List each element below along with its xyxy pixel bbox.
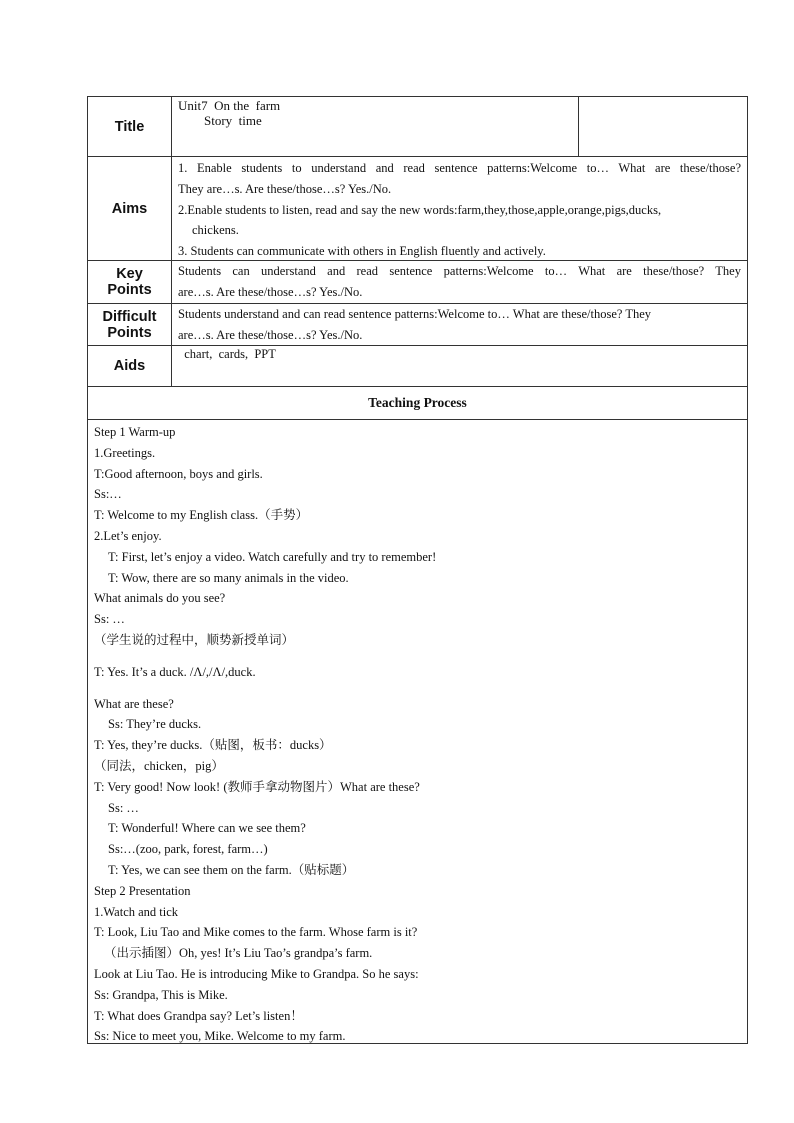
- aids-label: Aids: [88, 346, 172, 386]
- process-line: Ss: Nice to meet you, Mike. Welcome to my farm.: [94, 1029, 346, 1044]
- process-line: T: Very good! Now look! (教师手拿动物图片）What are these?: [94, 779, 420, 794]
- process-line: 2.Let’s enjoy.: [94, 528, 162, 543]
- process-line: Ss:…: [94, 487, 122, 502]
- process-line: （同法，chicken，pig）: [94, 758, 224, 773]
- process-line: Step 1 Warm-up: [94, 425, 176, 439]
- process-line: Ss: …: [94, 612, 125, 627]
- difficult-points-line: Students understand and can read sentence patterns:Welcome to… What are these/those? They: [178, 307, 652, 321]
- aids-row: [88, 346, 747, 387]
- process-line: T: Welcome to my English class.（手势）: [94, 508, 309, 523]
- process-line: T: Wonderful! Where can we see them?: [108, 821, 306, 836]
- key-points-line: Students can understand and read sentence patterns:Welcome to… What are these/those? They: [178, 264, 741, 278]
- process-line: Ss:…(zoo, park, forest, farm…): [108, 842, 268, 857]
- title-row: [88, 97, 747, 157]
- process-line: Step 2 Presentation: [94, 883, 191, 898]
- difficult-points-cell: [178, 304, 741, 346]
- process-line: 1.Watch and tick: [94, 904, 179, 919]
- aims-line: 2.Enable students to listen, read and say the new words:farm,they,those,apple,orange,pigs,ducks,: [178, 202, 662, 217]
- aids-cell: [178, 344, 741, 365]
- unit-title: Unit7 On the farm: [178, 98, 281, 113]
- process-line: T: Wow, there are so many animals in the video.: [108, 570, 349, 585]
- difficult-points-label: Difficult Points: [88, 304, 172, 345]
- key-points-line: are…s. Are these/those…s? Yes./No.: [178, 284, 363, 299]
- process-line: T: Yes, we can see them on the farm.（贴标题）: [108, 862, 355, 877]
- key-points-cell: [178, 261, 741, 303]
- process-line: （学生说的过程中，顺势新授单词）: [94, 631, 295, 647]
- process-line: T: Yes. It’s a duck. /Λ/,/Λ/,duck.: [94, 664, 256, 679]
- process-line: Look at Liu Tao. He is introducing Mike to Grandpa. So he says:: [94, 966, 419, 981]
- aids-text: chart, cards, PPT: [178, 347, 276, 361]
- process-line: T: What does Grandpa say? Let’s listen！: [94, 1008, 303, 1023]
- key-points-row: [88, 261, 747, 304]
- process-line: T: Look, Liu Tao and Mike comes to the farm. Whose farm is it?: [94, 925, 418, 940]
- title-cell: [178, 98, 280, 128]
- lesson-subtitle: Story time: [178, 113, 262, 128]
- difficult-points-line: are…s. Are these/those…s? Yes./No.: [178, 327, 363, 342]
- aims-line: 1. Enable students to understand and read sentence patterns:Welcome to… What are these/those?: [178, 161, 741, 175]
- process-line: T:Good afternoon, boys and girls.: [94, 466, 263, 481]
- difficult-points-row: [88, 304, 747, 346]
- aims-line: 3. Students can communicate with others in English fluently and actively.: [178, 244, 546, 259]
- process-line: Ss: Grandpa, This is Mike.: [94, 987, 228, 1002]
- title-label: Title: [88, 97, 172, 156]
- lesson-plan-table: [87, 96, 748, 1044]
- process-line: What are these?: [94, 696, 174, 711]
- aims-label: Aims: [88, 157, 172, 260]
- teaching-process-heading: Teaching Process: [88, 387, 747, 420]
- key-points-label: Key Points: [88, 261, 172, 303]
- aims-line: They are…s. Are these/those…s? Yes./No.: [178, 181, 392, 196]
- process-line: T: First, let’s enjoy a video. Watch carefully and try to remember!: [108, 549, 437, 564]
- process-line: Ss: …: [108, 800, 139, 815]
- process-line: （出示插图）Oh, yes! It’s Liu Tao’s grandpa’s farm.: [104, 946, 373, 961]
- process-line: 1.Greetings.: [94, 445, 156, 460]
- aims-line: chickens.: [192, 223, 239, 238]
- title-extra-cell: [578, 97, 579, 156]
- process-line: Ss: They’re ducks.: [108, 717, 202, 732]
- aims-cell: [178, 158, 741, 262]
- process-line: What animals do you see?: [94, 591, 226, 606]
- process-line: T: Yes, they’re ducks.（贴图，板书：ducks）: [94, 738, 332, 753]
- aims-row: [88, 157, 747, 261]
- teaching-process-body: [94, 422, 741, 1047]
